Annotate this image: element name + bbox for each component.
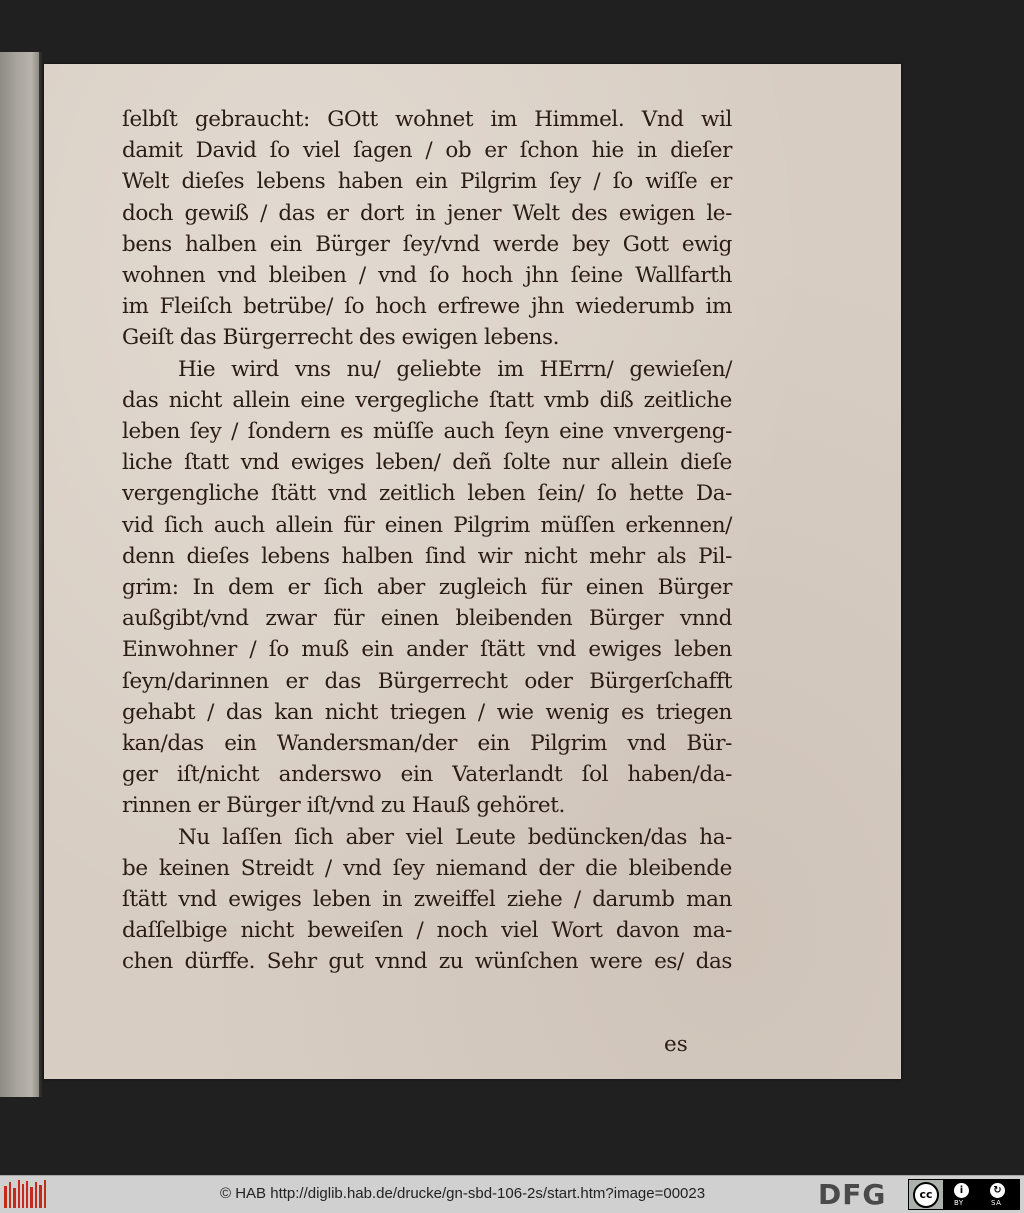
text-line: im Fleiſch betrübe/ ſo hoch erfrewe jhn wiederumb im (122, 294, 732, 320)
text-line: ger iſt/nicht anderswo ein Vaterlandt ſol haben/da- (122, 762, 732, 788)
text-line: denn dieſes lebens halben ſind wir nicht mehr als Pil- (122, 543, 732, 569)
cc-icon: cc (913, 1182, 939, 1208)
text-line: das nicht allein eine vergegliche ſtatt vmb diß zeitliche (122, 387, 732, 413)
text-line: ſtätt vnd ewiges leben in zweiffel ziehe / darumb man (122, 887, 732, 913)
text-line: Welt dieſes lebens haben ein Pilgrim ſey / ſo wiſſe er (122, 169, 732, 195)
book-page (44, 64, 901, 1079)
text-line: vid ſich auch allein für einen Pilgrim müſſen erkennen/ (122, 512, 732, 538)
license-strip (943, 1180, 1019, 1209)
text-line: Nu laſſen ſich aber viel Leute bedüncken/das ha- (178, 824, 732, 850)
text-line: daſſelbige nicht beweiſen / noch viel Wort davon ma- (122, 918, 732, 944)
text-line: chen dürffe. Sehr gut vnnd zu wünſchen were es/ das (122, 949, 732, 975)
text-line: wohnen vnd bleiben / vnd ſo hoch jhn ſeine Wallfarth (122, 263, 732, 289)
text-line: gehabt / das kan nicht triegen / wie wenig es triegen (122, 699, 732, 725)
sa-label: SA (991, 1199, 1002, 1207)
text-line: grim: In dem er ſich aber zugleich für einen Bürger (122, 575, 732, 601)
text-line: ſeyn/darinnen er das Bürgerrecht oder Bürgerſchafft (122, 668, 732, 694)
source-url-link[interactable]: © HAB http://diglib.hab.de/drucke/gn-sbd-106-2s/start.htm?image=00023 (220, 1185, 706, 1202)
text-line: Geiſt das Bürgerrecht des ewigen lebens. (122, 325, 560, 351)
text-line: ſelbſt gebraucht: GOtt wohnet im Himmel. Vnd wil (122, 107, 732, 132)
attribution-icon: i (953, 1182, 970, 1199)
text-line: bens halben ein Bürger ſey/vnd werde bey Gott ewig (122, 231, 732, 257)
dfg-logo: DFG (818, 1178, 887, 1211)
text-line: Einwohner / ſo muß ein ander ſtätt vnd ewiges leben (122, 637, 732, 663)
text-line: rinnen er Bürger iſt/vnd zu Hauß gehöret. (122, 793, 565, 819)
page-text (122, 104, 732, 978)
viewer-footer (0, 1175, 1024, 1213)
text-line: damit David ſo viel ſagen / ob er ſchon hie in dieſer (122, 138, 732, 164)
by-label: BY (954, 1199, 964, 1207)
share-alike-icon: ↻ (989, 1182, 1006, 1199)
text-line: be keinen Streidt / vnd ſey niemand der die bleibende (122, 855, 732, 881)
cc-license-badge[interactable] (908, 1179, 1020, 1210)
catchword: es (664, 1032, 688, 1057)
text-line: kan/das ein Wandersman/der ein Pilgrim vnd Bür- (122, 731, 732, 757)
text-line: Hie wird vns nu/ geliebte im HErrn/ gewieſen/ (178, 356, 732, 382)
previous-page-edge (0, 52, 42, 1097)
text-line: außgibt/vnd zwar für einen bleibenden Bürger vnnd (122, 606, 732, 632)
text-line: doch gewiß / das er dort in jener Welt des ewigen le- (122, 200, 732, 226)
barcode-icon (4, 1180, 46, 1208)
text-line: liche ſtatt vnd ewiges leben/ deñ ſolte nur allein dieſe (122, 450, 732, 476)
text-line: vergengliche ſtätt vnd zeitlich leben ſein/ ſo hette Da- (122, 481, 732, 507)
text-line: leben ſey / ſondern es müſſe auch ſeyn eine vnvergeng- (122, 419, 732, 445)
